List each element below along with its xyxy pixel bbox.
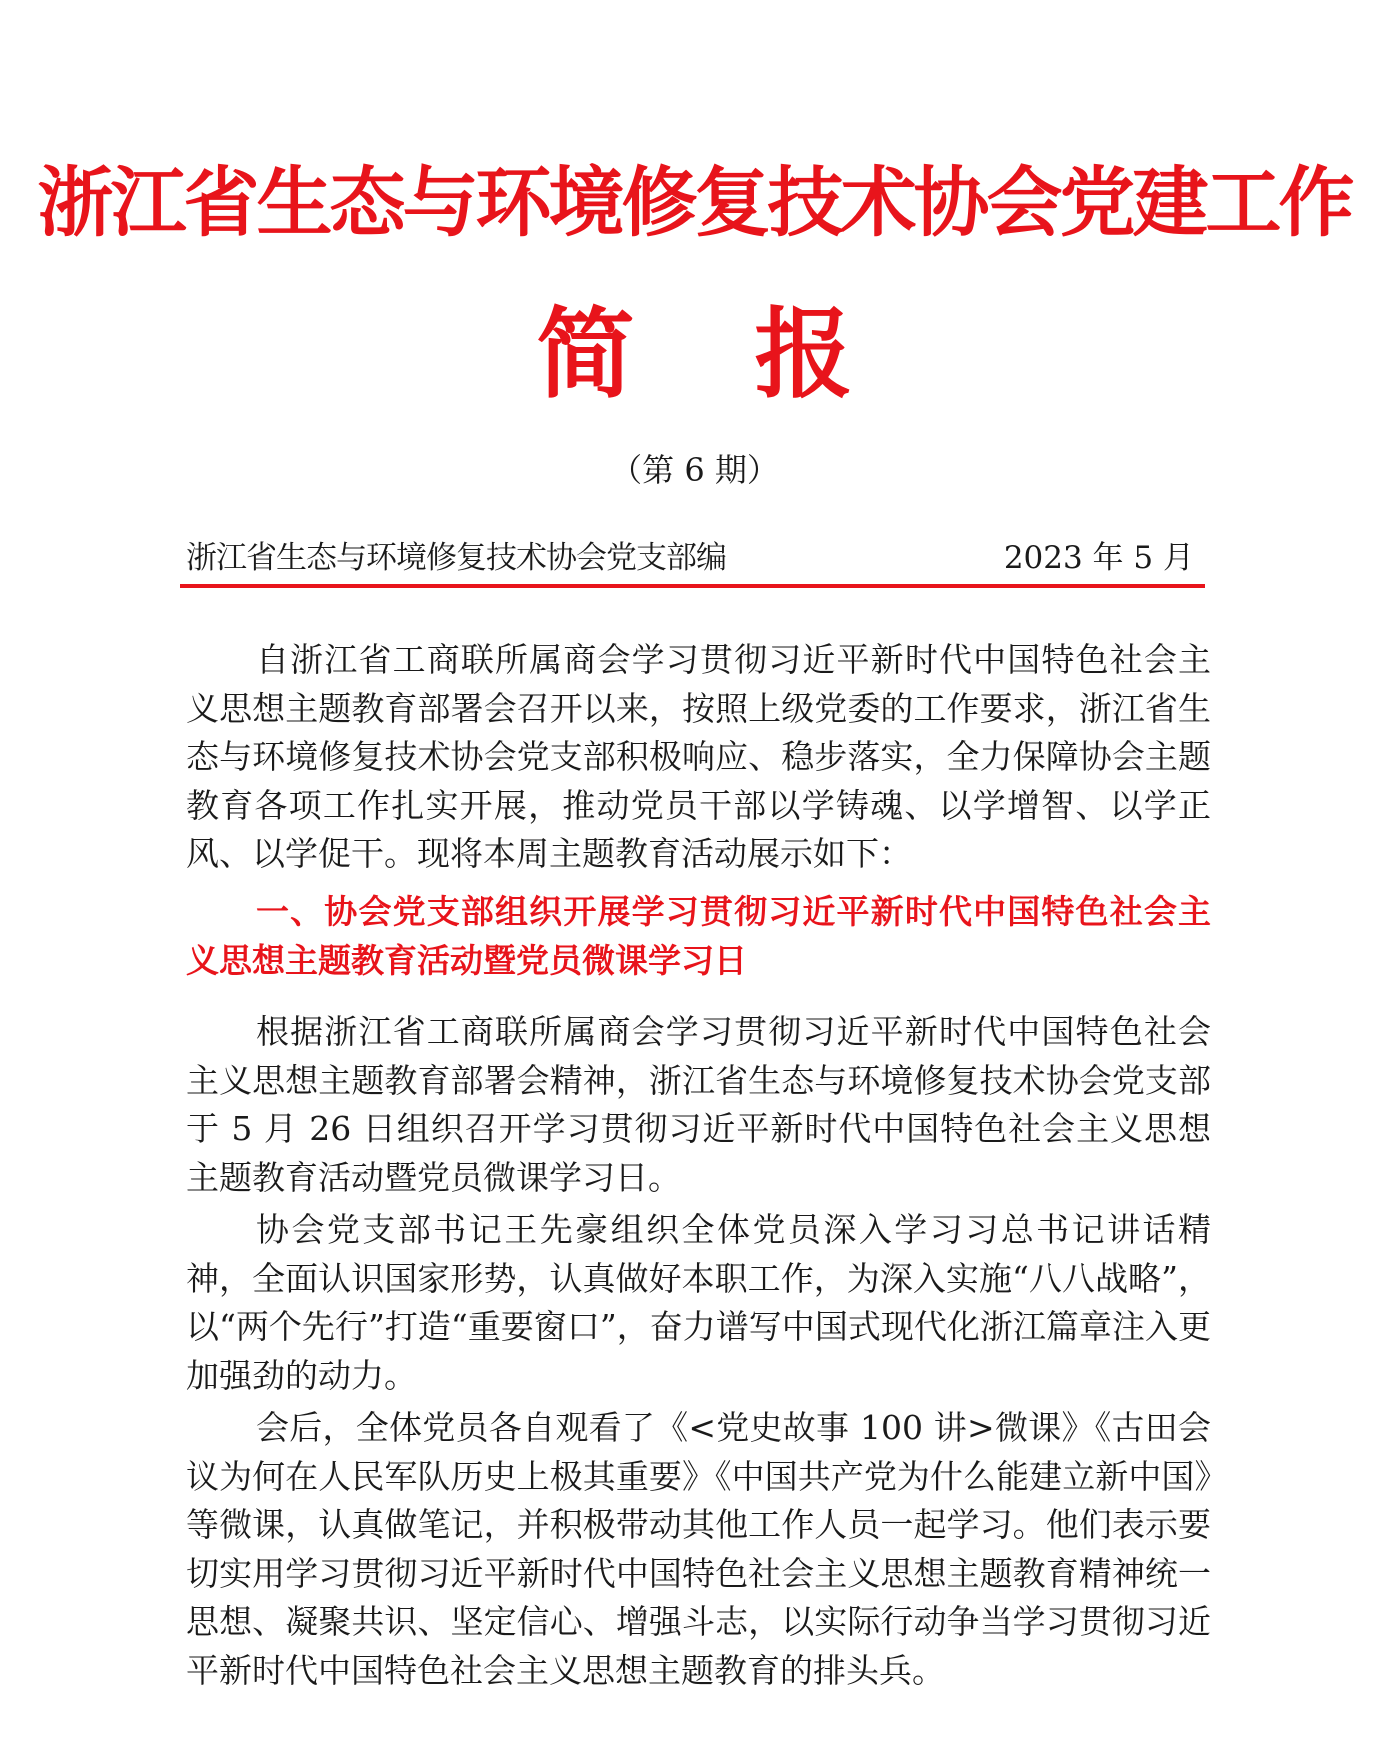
editor-line: 浙江省生态与环境修复技术协会党支部编 [186,540,726,576]
meta-row [186,536,1194,580]
section-heading: 一、协会党支部组织开展学习贯彻习近平新时代中国特色社会主义思想主题教育活动暨党员微课学习日 [186,892,1211,980]
masthead-title: 浙江省生态与环境修复技术协会党建工作 [37,158,1352,247]
publish-date: 2023 年 5 月 [1003,540,1194,576]
issue-number: （第 6 期） [610,451,779,489]
masthead-subtitle: 简报 [536,298,973,412]
body-paragraph-2: 协会党支部书记王先豪组织全体党员深入学习习总书记讲话精神，全面认识国家形势，认真做好本职工作，为深入实施“八八战略”，以“两个先行”打造“重要窗口”，奋力谱写中国式现代化浙江篇章注入更加强劲的动力。 [186,1210,1211,1395]
intro-paragraph: 自浙江省工商联所属商会学习贯彻习近平新时代中国特色社会主义思想主题教育部署会召开以来，按照上级党委的工作要求，浙江省生态与环境修复技术协会党支部积极响应、稳步落实，全力保障协会主题教育各项工作扎实开展，推动党员干部以学铸魂、以学增智、以学正风、以学促干。现将本周主题教育活动展示如下： [186,640,1211,873]
body-paragraph-3: 会后，全体党员各自观看了《<党史故事 100 讲>微课》《古田会议为何在人民军队历史上极其重要》《中国共产党为什么能建立新中国》等微课，认真做笔记，并积极带动其他工作人员一起学习。他们表示要切实用学习贯彻习近平新时代中国特色社会主义思想主题教育精神统一思想、凝聚共识、坚定信心、增强斗志，以实际行动争当学习贯彻习近平新时代中国特色社会主义思想主题教育的排头兵。 [186,1408,1211,1690]
body-paragraph-1: 根据浙江省工商联所属商会学习贯彻习近平新时代中国特色社会主义思想主题教育部署会精神，浙江省生态与环境修复技术协会党支部于 5 月 26 日组织召开学习贯彻习近平新时代中国特色社会主义思想主题教育活动暨党员微课学习日。 [186,1012,1211,1197]
red-divider [180,584,1205,588]
